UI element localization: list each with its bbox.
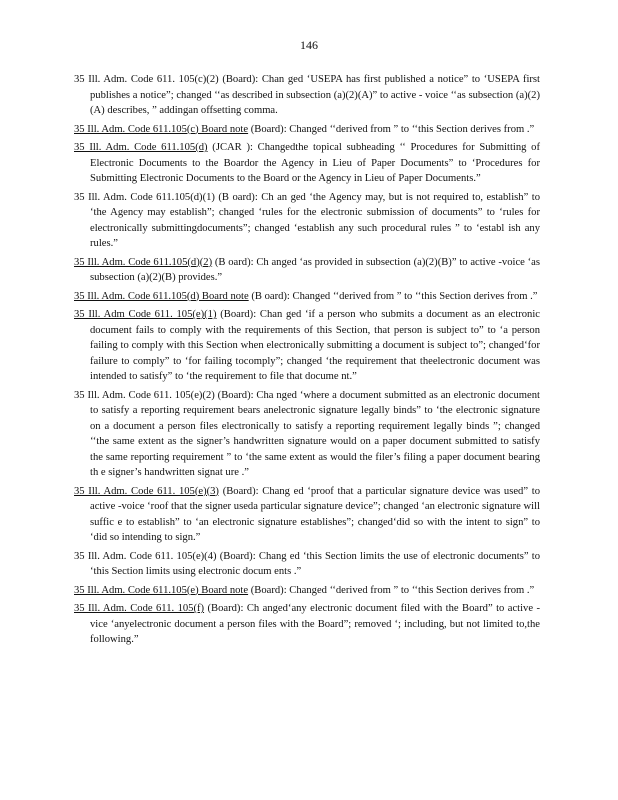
amendment-entry — [74, 255, 540, 286]
amendment-entry — [74, 601, 540, 648]
citation: 35 Ill. Adm. Code 611. 105(c)(2) — [74, 74, 219, 85]
amendment-text: (B oard): Changed ‘‘derived from ” to ‘‘this Section derives from .” — [251, 290, 538, 302]
amendment-entry — [74, 388, 540, 481]
amendment-text: (Board): Chang ed ‘proof that a particular signature device was used” to active -voice ‘roof that the signer useda particular signature device”; changed ‘an electronic signature will suffic e to establish” to ‘an electronic signature establishes”; changed‘did so with the intent to sign” to ‘did so intending to sign.” — [90, 485, 540, 543]
amendment-text: (Board): Ch anged‘any electronic document filed with the Board” to active -vice ‘anyelectronic document a person files with the Board”; removed ‘; including, but not limited to,the following.” — [90, 603, 540, 645]
amendment-entry — [74, 72, 540, 119]
amendment-text: (Board): Chan ged ‘USEPA has first published a notice” to ‘USEPA first publishes a notice”; changed ‘‘as described in subsection (a)(2)(A)” to active - voice ‘‘as subsection (a)(2)(A) describes, ” addingan offsetting comma. — [90, 74, 540, 116]
citation: 35 Ill. Adm. Code 611.105(c) Board note — [74, 123, 249, 135]
citation: 35 Ill. Adm. Code 611.105(d) Board note — [74, 290, 249, 302]
amendment-text: (Board): Chang ed ‘this Section limits the use of electronic documents” to ‘this Section limits using electronic docum ents .” — [90, 550, 540, 577]
amendment-entry — [74, 307, 540, 385]
amendment-text: (Board): Chan ged ‘if a person who submits a document as an electronic document fails to comply with the requirements of this Section, that person is subject to” to ‘a person failing to comply with this Section when electronically submitting a document is subject to”; changed‘for failure to comply” to ‘for failing tocomply”; changed ‘the requirement that theelectronic document was intended to satisfy” to ‘the requirement to file that docume nt.” — [90, 309, 540, 382]
citation: 35 Ill. Adm. Code 611.105(d) — [74, 142, 208, 153]
page-number: 146 — [300, 38, 318, 52]
citation: 35 Ill. Adm. Code 611. 105(f) — [74, 603, 205, 614]
amendment-text: (Board): Changed ‘‘derived from ” to ‘‘this Section derives from .” — [250, 123, 535, 135]
amendment-text: (B oard): Ch anged ‘as provided in subsection (a)(2)(B)” to active -voice ‘as subsection (a)(2)(B) provides.” — [90, 256, 540, 283]
amendment-entry — [74, 122, 540, 138]
citation: 35 Ill. Adm. Code 611.105(e) Board note — [74, 584, 249, 596]
amendment-text: (B oard): Ch an ged ‘the Agency may, but is not required to, establish” to ‘the Agency may establish”; changed ‘rules for the electronic submission of documents” to ‘rules for electronically submittingdocuments”; changed ‘establish any such procedural rules ” to ‘establ ish any rules.” — [90, 191, 540, 249]
citation: 35 Ill. Adm. Code 611. 105(e)(2) — [74, 389, 215, 401]
amendment-entry — [74, 190, 540, 252]
amendment-text: (Board): Changed ‘‘derived from ” to ‘‘this Section derives from .” — [250, 584, 535, 596]
citation: 35 Ill. Adm. Code 611. 105(e)(4) — [74, 550, 217, 562]
amendment-entry — [74, 140, 540, 187]
amendment-entry — [74, 289, 540, 305]
citation: 35 Ill. Adm Code 611. 105(e)(1) — [74, 309, 217, 320]
amendment-entry — [74, 583, 540, 599]
citation: 35 Ill. Adm. Code 611.105(d)(1) — [74, 191, 215, 203]
amendment-text: (JCAR ): Changedthe topical subheading ‘‘ Procedures for Submitting of Electronic Documents to the Boardor the Agency in Lieu of Paper Documents” to ‘Procedures for Submitting Electronic Documents to the Board or the Agency in Lieu of Paper Documents.” — [90, 142, 540, 184]
amendment-entry — [74, 484, 540, 546]
amendment-list — [74, 72, 540, 651]
amendment-entry — [74, 549, 540, 580]
citation: 35 Ill. Adm. Code 611. 105(e)(3) — [74, 485, 219, 497]
amendment-text: (Board): Cha nged ‘where a document submitted as an electronic document to satisfy a reporting requirement bears anelectronic signature legally binds” to ‘the electronic signature on a document a person files electronically to satisfy a reporting requirement legally binds ”; changed ‘‘the same extent as the signer’s handwritten signature would on a paper document submitted to satisfy the same reporting requirement ” to ‘the same extent as would the filer’s filing a paper document bearing th e signer’s handwritten signat ure .” — [90, 389, 540, 478]
citation: 35 Ill. Adm. Code 611.105(d)(2) — [74, 256, 213, 268]
